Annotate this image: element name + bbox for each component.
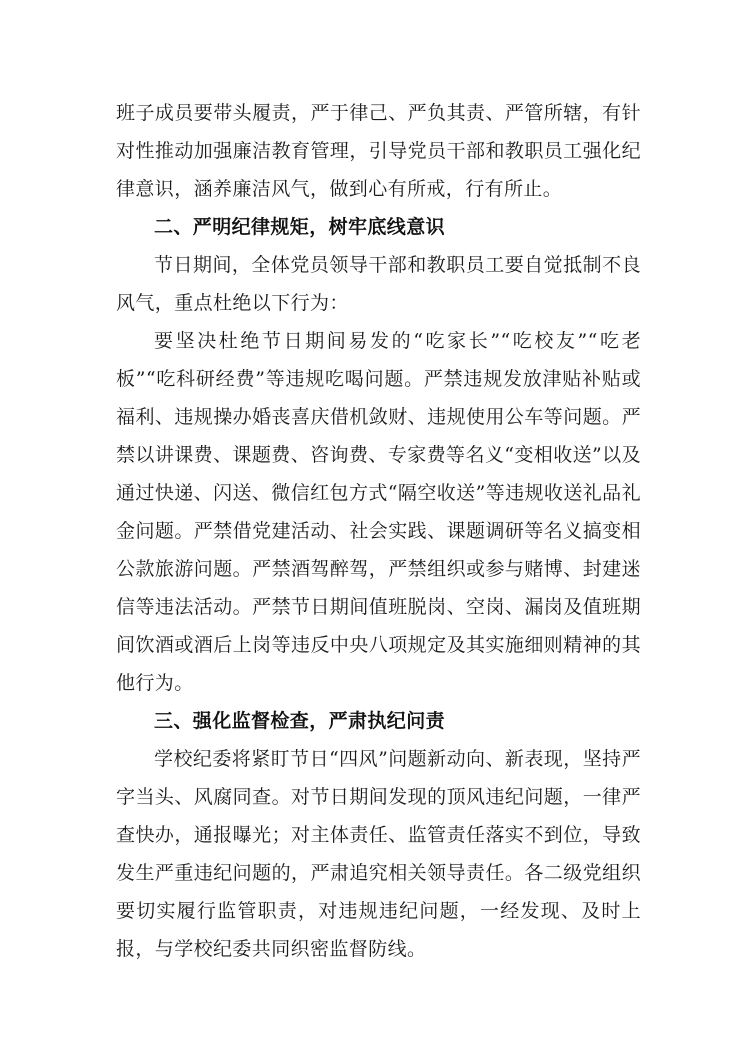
paragraph-continuation: 班子成员要带头履责，严于律己、严负其责、严管所辖，有针对性推动加强廉洁教育管理，引导党员干部和教职员工强化纪律意识，涵养廉洁风气，做到心有所戒，行有所止。: [116, 102, 641, 200]
section-heading-2: 二、严明纪律规矩，树牢底线意识: [154, 216, 446, 238]
paragraph-intro: 节日期间，全体党员领导干部和教职员工要自觉抵制不良风气，重点杜绝以下行为：: [116, 254, 641, 314]
section-heading-3: 三、强化监督检查，严肃执纪问责: [154, 710, 446, 732]
paragraph-supervision: 学校纪委将紧盯节日“四风”问题新动向、新表现，坚持严字当头、风腐同查。对节日期间发现的顶风违纪问题，一律严查快办，通报曝光；对主体责任、监管责任落实不到位，导致发生严重违纪问题的，严肃追究相关领导责任。各二级党组织要切实履行监管职责，对违规违纪问题，一经发现、及时上报，与学校纪委共同织密监督防线。: [116, 748, 641, 960]
document-body: [116, 94, 641, 968]
paragraph-prohibitions: 要坚决杜绝节日期间易发的“吃家长”“吃校友”“吃老板”“吃科研经费”等违规吃喝问题。严禁违规发放津贴补贴或福利、违规操办婚丧喜庆借机敛财、违规使用公车等问题。严禁以讲课费、课题费、咨询费、专家费等名义“变相收送”以及通过快递、闪送、微信红包方式“隔空收送”等违规收送礼品礼金问题。严禁借党建活动、社会实践、课题调研等名义搞变相公款旅游问题。严禁酒驾醉驾，严禁组织或参与赌博、封建迷信等违法活动。严禁节日期间值班脱岗、空岗、漏岗及值班期间饮酒或酒后上岗等违反中央八项规定及其实施细则精神的其他行为。: [116, 330, 641, 694]
